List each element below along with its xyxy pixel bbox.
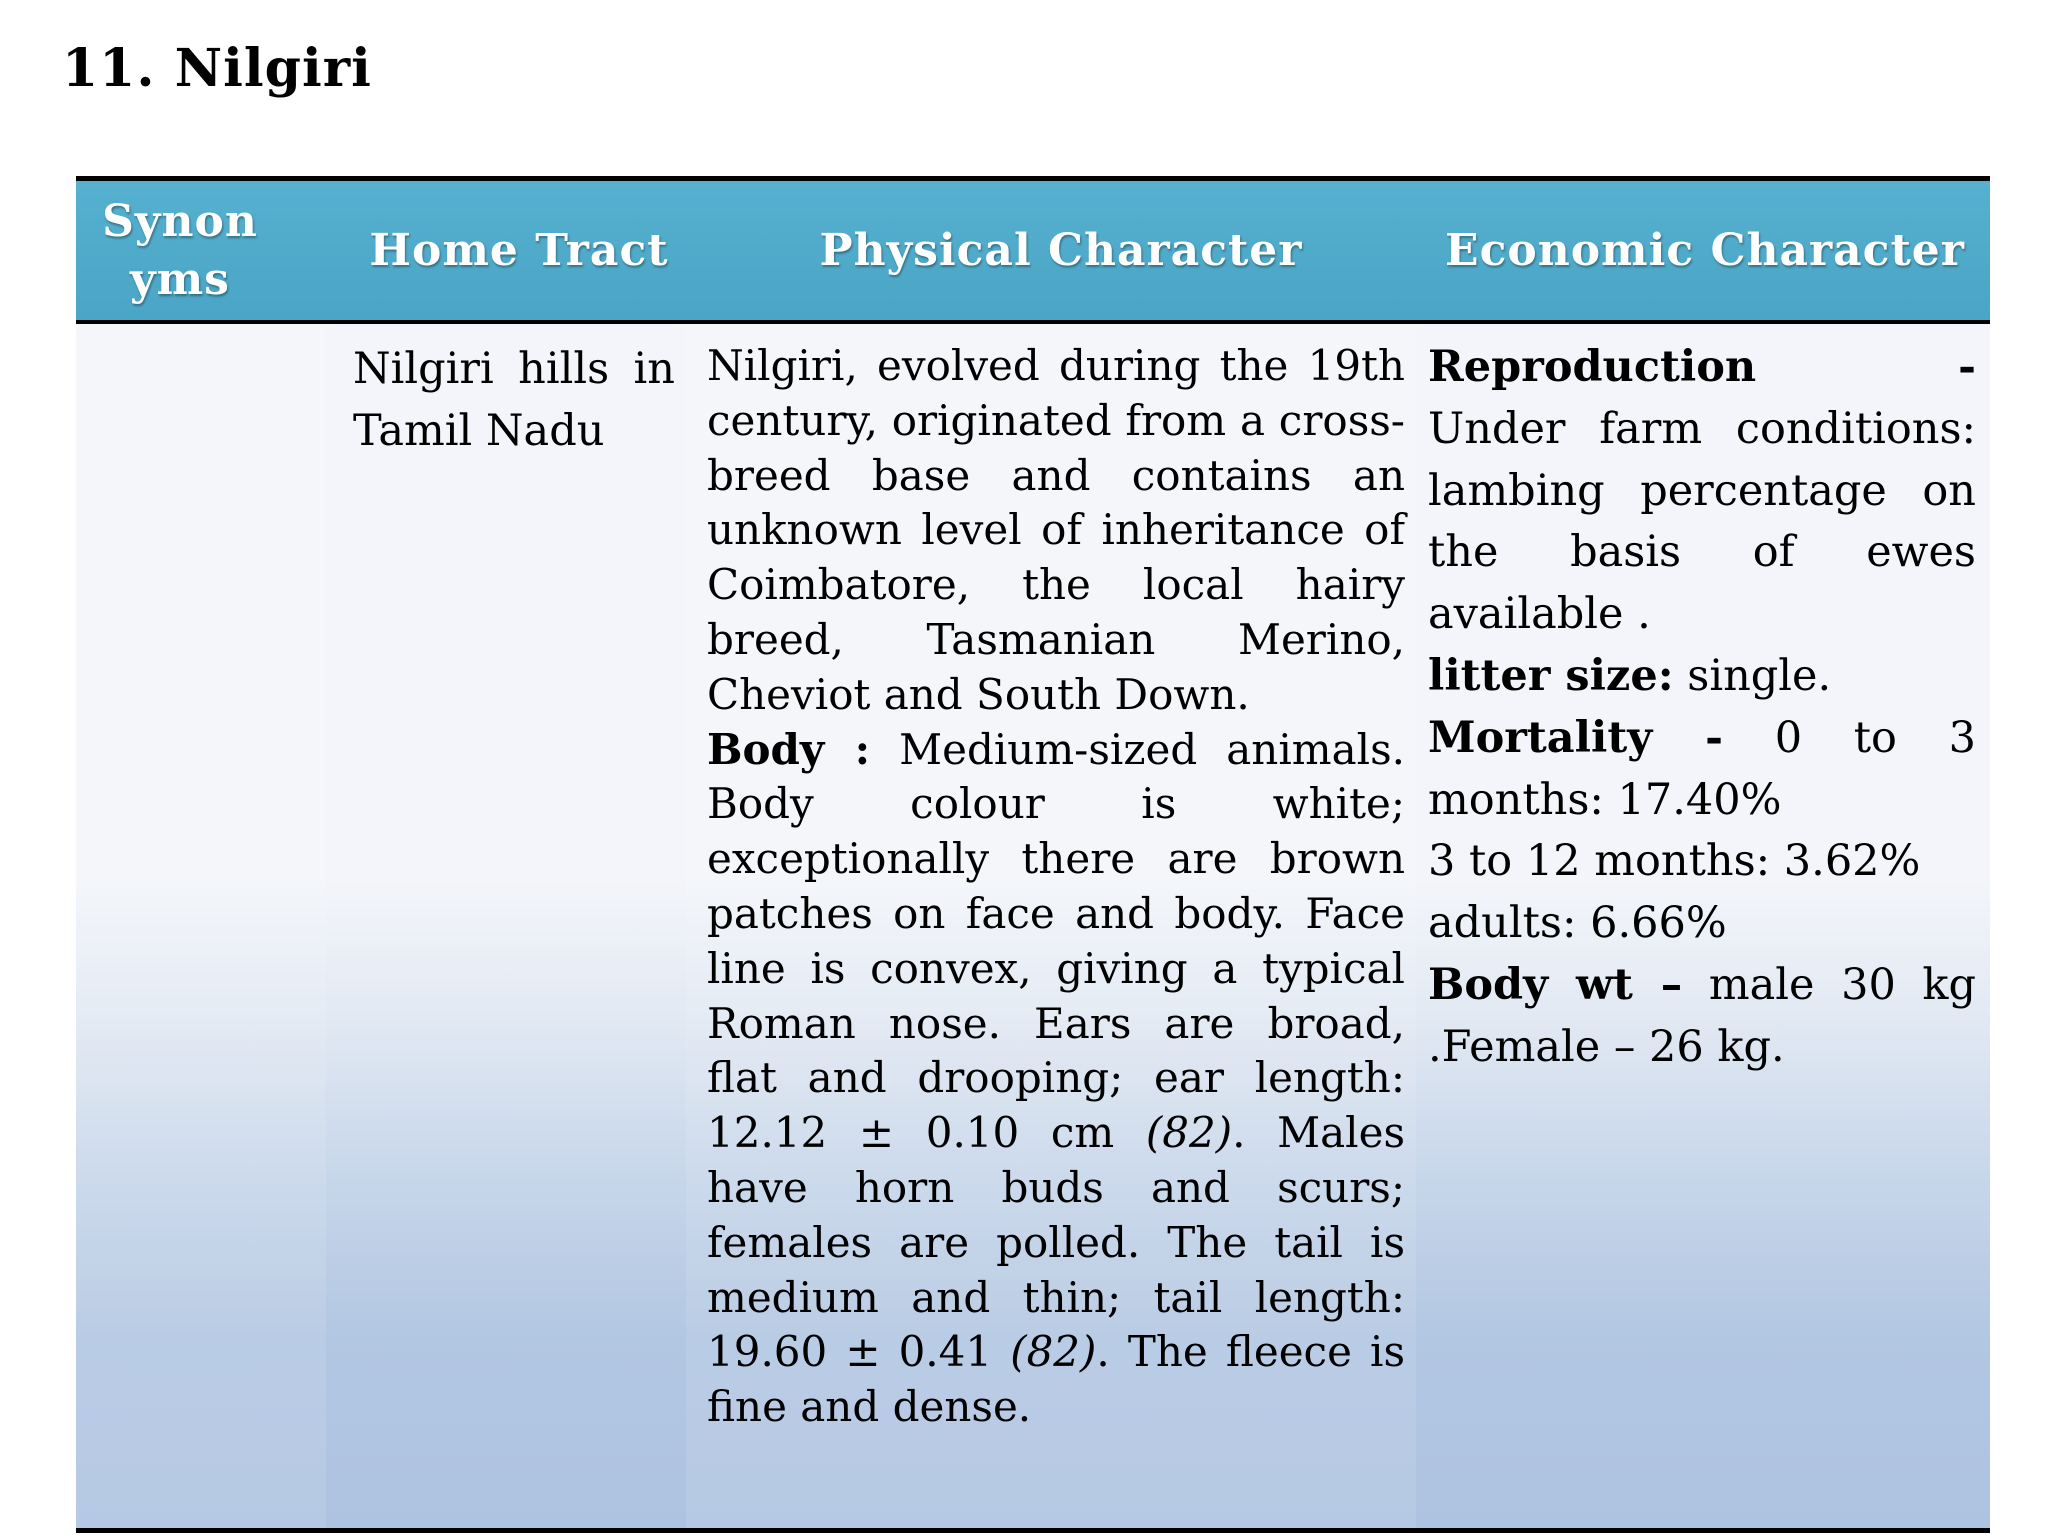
litter-size-paragraph (1428, 646, 1976, 708)
reproduction-label: Reproduction - (1428, 342, 1976, 392)
litter-size-label: litter size: (1428, 650, 1674, 701)
body-weight-paragraph (1428, 955, 1976, 1079)
breed-table (76, 176, 1990, 1533)
body-weight-label: Body wt – (1428, 959, 1683, 1010)
reference-1: (82) (1145, 1108, 1233, 1158)
header-economic-character: Economic Character (1445, 224, 1965, 276)
body-weight-text: male 30 kg .Female – 26 kg. (1428, 959, 1976, 1072)
mortality-text-2: 3 to 12 months: 3.62% (1428, 836, 1921, 887)
litter-size-text: single. (1673, 650, 1832, 701)
header-synonyms-label: Synonyms (102, 195, 258, 305)
header-synonyms (90, 181, 270, 320)
body-label: Body : (707, 724, 871, 774)
body-text-2: . Males have horn buds and scurs; females are polled. The tail is medium and thin; tail length: 19.60 ± 0.41 (707, 1108, 1405, 1377)
cell-economic-character (1428, 337, 1976, 1079)
mortality-text-3: adults: 6.66% (1428, 898, 1727, 949)
page-title: 11. Nilgiri (62, 38, 372, 99)
mortality-text-1: 0 to 3 months: 17.40% (1428, 712, 1977, 825)
table-header-row (76, 181, 1990, 324)
header-physical-character: Physical Character (819, 224, 1303, 276)
cell-physical-character (707, 339, 1405, 1435)
reproduction-text: Under farm conditions: lambing percentage on the basis of ewes available . (1428, 403, 1976, 640)
reference-2: (82) (1010, 1327, 1097, 1377)
mortality-label: Mortality - (1428, 712, 1724, 763)
cell-home-tract: Nilgiri hills in Tamil Nadu (353, 344, 675, 456)
synonyms-column-shade (76, 325, 326, 1528)
mortality-paragraph (1428, 708, 1976, 832)
header-home-tract: Home Tract (369, 224, 669, 276)
physical-body-paragraph (707, 723, 1405, 1435)
body-text-1: Medium-sized animals. Body colour is white; exceptionally there are brown patches on face and body. Face line is convex, giving a typical Roman nose. Ears are broad, flat and drooping; ear length: 12.12 ± 0.10 cm (707, 724, 1405, 1158)
body-text-3: . The fleece is fine and dense. (707, 1327, 1405, 1432)
physical-origin-text: Nilgiri, evolved during the 19th century, originated from a cross-breed base and contains an unknown level of inheritance of Coimbatore, the local hairy breed, Tasmanian Merino, Cheviot and South Down. (707, 341, 1405, 719)
